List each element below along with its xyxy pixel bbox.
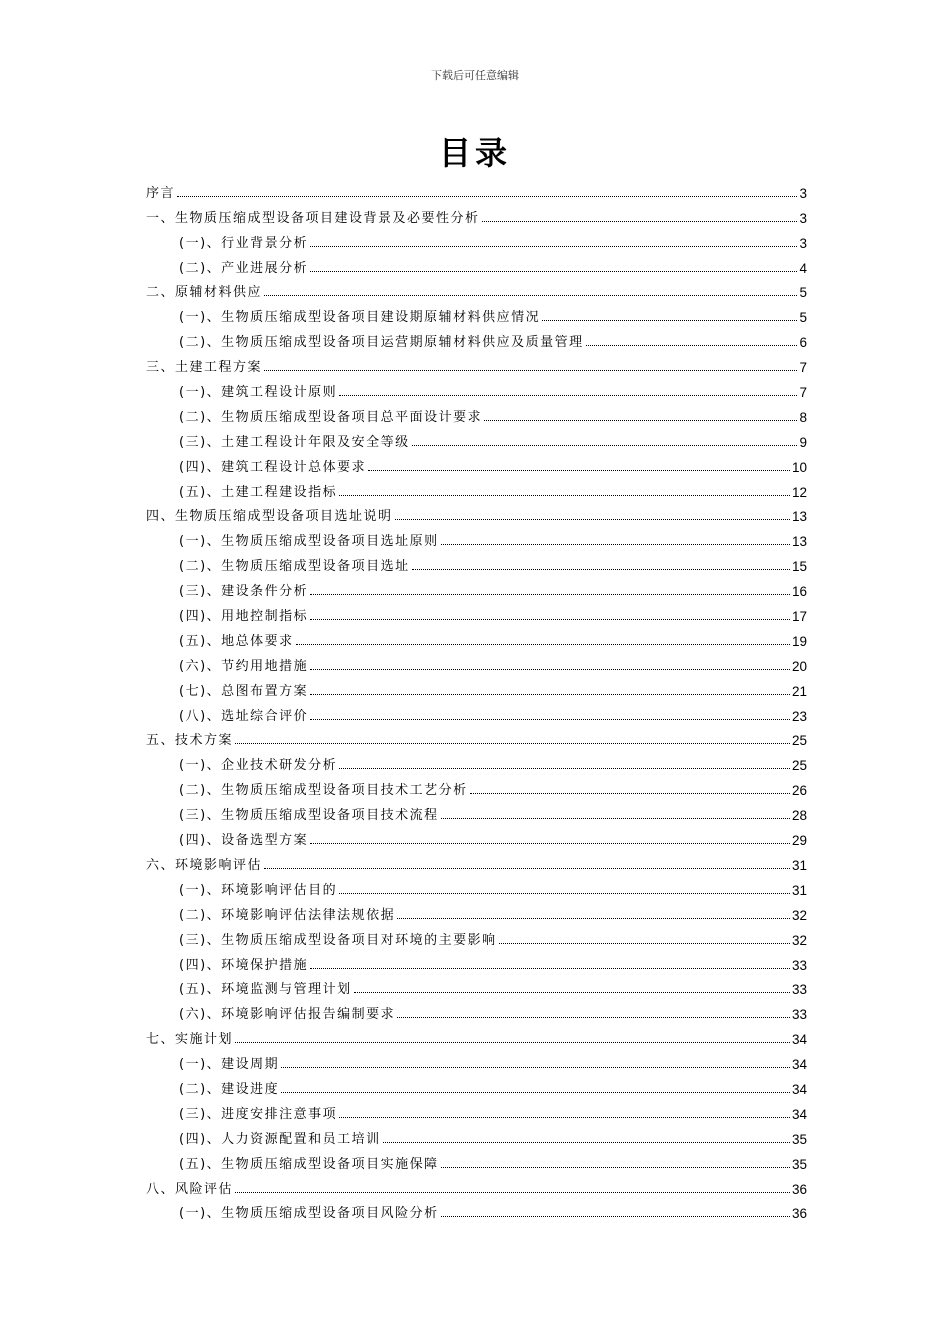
toc-page-number: 32 (791, 932, 807, 948)
toc-entry-title: (一)、行业背景分析 (179, 235, 309, 251)
toc-page-number: 36 (791, 1206, 807, 1222)
toc-entry[interactable] (146, 724, 807, 749)
toc-dot-leader (177, 195, 797, 197)
toc-dot-leader (441, 1166, 790, 1168)
toc-entry[interactable] (146, 1097, 807, 1122)
toc-dot-leader (310, 967, 790, 969)
toc-page-number: 3 (799, 235, 807, 251)
toc-entry-title: 四、生物质压缩成型设备项目选址说明 (146, 509, 393, 525)
toc-page-number: 6 (799, 335, 807, 351)
toc-entry-title: (八)、选址综合评价 (179, 708, 309, 724)
toc-page-number: 26 (791, 783, 807, 799)
toc-page-number: 25 (791, 733, 807, 749)
toc-entry[interactable] (146, 425, 807, 450)
toc-entry[interactable] (146, 599, 807, 624)
toc-entry-title: (三)、生物质压缩成型设备项目对环境的主要影响 (179, 932, 497, 948)
toc-entry-title: (二)、建设进度 (179, 1081, 280, 1097)
toc-entry-title: (五)、生物质压缩成型设备项目实施保障 (179, 1156, 439, 1172)
toc-entry[interactable] (146, 1022, 807, 1047)
toc-dot-leader (310, 718, 790, 720)
toc-dot-leader (281, 1066, 790, 1068)
toc-entry[interactable] (146, 574, 807, 599)
toc-entry-title: (一)、建设周期 (179, 1057, 280, 1073)
toc-dot-leader (441, 817, 790, 819)
toc-entry-title: 一、生物质压缩成型设备项目建设背景及必要性分析 (146, 210, 480, 226)
toc-entry-title: 五、技术方案 (146, 733, 234, 749)
toc-page-number: 36 (791, 1181, 807, 1197)
toc-page-number: 10 (791, 459, 807, 475)
toc-entry[interactable] (146, 500, 807, 525)
toc-page-number: 35 (791, 1131, 807, 1147)
toc-entry[interactable] (146, 375, 807, 400)
toc-dot-leader (339, 892, 790, 894)
toc-page-number: 13 (791, 509, 807, 525)
toc-dot-leader (339, 494, 790, 496)
toc-page-number: 35 (791, 1156, 807, 1172)
toc-dot-leader (484, 419, 797, 421)
toc-entry-title: (三)、土建工程设计年限及安全等级 (179, 434, 410, 450)
toc-dot-leader (542, 319, 797, 321)
toc-page-number: 7 (799, 360, 807, 376)
toc-page-number: 5 (799, 310, 807, 326)
toc-entry[interactable] (146, 350, 807, 375)
toc-entry-title: (五)、环境监测与管理计划 (179, 982, 352, 998)
toc-entry[interactable] (146, 201, 807, 226)
toc-dot-leader (482, 220, 798, 222)
toc-page-number: 29 (791, 833, 807, 849)
toc-entry-title: (二)、环境影响评估法律法规依据 (179, 907, 396, 923)
toc-dot-leader (397, 917, 790, 919)
toc-dot-leader (339, 394, 797, 396)
toc-dot-leader (499, 942, 790, 944)
toc-dot-leader (368, 469, 790, 471)
toc-entry[interactable] (146, 997, 807, 1022)
toc-entry[interactable] (146, 748, 807, 773)
toc-dot-leader (586, 344, 798, 346)
toc-entry[interactable] (146, 1147, 807, 1172)
toc-entry-title: (六)、环境影响评估报告编制要求 (179, 1007, 396, 1023)
toc-dot-leader (310, 270, 797, 272)
toc-entry[interactable] (146, 226, 807, 251)
toc-entry[interactable] (146, 1172, 807, 1197)
toc-page-number: 13 (791, 534, 807, 550)
toc-entry[interactable] (146, 773, 807, 798)
toc-entry-title: 序言 (146, 185, 176, 201)
toc-entry[interactable] (146, 873, 807, 898)
toc-entry-title: (四)、用地控制指标 (179, 609, 309, 625)
toc-dot-leader (281, 1091, 790, 1093)
toc-dot-leader (441, 1215, 790, 1217)
toc-entry[interactable] (146, 923, 807, 948)
toc-entry[interactable] (146, 524, 807, 549)
toc-dot-leader (412, 568, 790, 570)
toc-entry-title: (五)、地总体要求 (179, 633, 294, 649)
toc-entry-title: (三)、生物质压缩成型设备项目技术流程 (179, 808, 439, 824)
toc-dot-leader (354, 991, 790, 993)
toc-page-number: 33 (791, 982, 807, 998)
toc-entry-title: 二、原辅材料供应 (146, 285, 263, 301)
toc-dot-leader (397, 1016, 790, 1018)
toc-entry-title: (二)、生物质压缩成型设备项目总平面设计要求 (179, 409, 483, 425)
toc-entry[interactable] (146, 649, 807, 674)
toc-dot-leader (412, 444, 798, 446)
toc-dot-leader (235, 742, 790, 744)
toc-dot-leader (235, 1041, 790, 1043)
toc-entry[interactable] (146, 1072, 807, 1097)
toc-entry-title: (三)、进度安排注意事项 (179, 1106, 338, 1122)
toc-dot-leader (264, 294, 797, 296)
toc-entry-title: (一)、环境影响评估目的 (179, 882, 338, 898)
toc-entry-title: (一)、生物质压缩成型设备项目选址原则 (179, 534, 439, 550)
toc-dot-leader (310, 593, 790, 595)
toc-entry-title: (二)、生物质压缩成型设备项目选址 (179, 559, 410, 575)
toc-entry[interactable] (146, 450, 807, 475)
toc-dot-leader (235, 1191, 790, 1193)
toc-dot-leader (383, 1141, 790, 1143)
toc-entry[interactable] (146, 898, 807, 923)
toc-page-number: 34 (791, 1032, 807, 1048)
toc-page-number: 16 (791, 584, 807, 600)
toc-entry[interactable] (146, 848, 807, 873)
toc-entry-title: (一)、生物质压缩成型设备项目建设期原辅材料供应情况 (179, 310, 541, 326)
toc-entry-title: (四)、人力资源配置和员工培训 (179, 1131, 381, 1147)
toc-page-number: 31 (791, 882, 807, 898)
toc-entry[interactable] (146, 699, 807, 724)
toc-dot-leader (296, 643, 790, 645)
toc-entry[interactable] (146, 549, 807, 574)
toc-dot-leader (339, 767, 790, 769)
toc-entry[interactable] (146, 400, 807, 425)
toc-entry[interactable] (146, 251, 807, 276)
toc-entry[interactable] (146, 176, 807, 201)
toc-dot-leader (310, 245, 797, 247)
toc-page-number: 17 (791, 609, 807, 625)
toc-entry-title: (一)、生物质压缩成型设备项目风险分析 (179, 1206, 439, 1222)
toc-entry-title: (四)、建筑工程设计总体要求 (179, 459, 367, 475)
toc-entry-title: (五)、土建工程建设指标 (179, 484, 338, 500)
toc-entry[interactable] (146, 276, 807, 301)
toc-entry[interactable] (146, 325, 807, 350)
toc-dot-leader (264, 867, 790, 869)
toc-entry-title: (一)、建筑工程设计原则 (179, 385, 338, 401)
toc-entry-title: (七)、总图布置方案 (179, 683, 309, 699)
toc-page-number: 8 (799, 409, 807, 425)
toc-dot-leader (441, 543, 790, 545)
toc-page-number: 34 (791, 1057, 807, 1073)
toc-page-number: 34 (791, 1106, 807, 1122)
toc-entry[interactable] (146, 1197, 807, 1222)
toc-entry[interactable] (146, 300, 807, 325)
toc-entry-title: (六)、节约用地措施 (179, 658, 309, 674)
toc-entry[interactable] (146, 948, 807, 973)
toc-entry-title: (一)、企业技术研发分析 (179, 758, 338, 774)
toc-page-number: 33 (791, 1007, 807, 1023)
toc-page-number: 20 (791, 658, 807, 674)
toc-page-number: 34 (791, 1081, 807, 1097)
toc-entry-title: (三)、建设条件分析 (179, 584, 309, 600)
toc-dot-leader (339, 1116, 790, 1118)
toc-page-number: 31 (791, 857, 807, 873)
toc-page-number: 19 (791, 633, 807, 649)
toc-entry-title: (二)、生物质压缩成型设备项目技术工艺分析 (179, 783, 468, 799)
toc-page-number: 3 (799, 210, 807, 226)
toc-entry[interactable] (146, 973, 807, 998)
toc-entry-title: 八、风险评估 (146, 1181, 234, 1197)
toc-dot-leader (310, 618, 790, 620)
toc-entry[interactable] (146, 1047, 807, 1072)
toc-entry-title: 三、土建工程方案 (146, 360, 263, 376)
toc-dot-leader (310, 842, 790, 844)
toc-page-number: 7 (799, 385, 807, 401)
toc-page-number: 23 (791, 708, 807, 724)
toc-page-number: 15 (791, 559, 807, 575)
toc-entry[interactable] (146, 674, 807, 699)
table-of-contents (146, 176, 807, 1221)
toc-entry-title: 六、环境影响评估 (146, 857, 263, 873)
toc-page-number: 33 (791, 957, 807, 973)
page-title: 目录 (438, 134, 511, 172)
toc-page-number: 12 (791, 484, 807, 500)
toc-dot-leader (395, 518, 790, 520)
toc-entry-title: (四)、设备选型方案 (179, 833, 309, 849)
toc-page-number: 4 (799, 260, 807, 276)
toc-entry[interactable] (146, 1122, 807, 1147)
toc-entry[interactable] (146, 823, 807, 848)
toc-page-number: 28 (791, 808, 807, 824)
toc-page-number: 32 (791, 907, 807, 923)
toc-entry[interactable] (146, 798, 807, 823)
toc-entry[interactable] (146, 624, 807, 649)
toc-dot-leader (310, 668, 790, 670)
toc-page-number: 5 (799, 285, 807, 301)
toc-dot-leader (264, 369, 797, 371)
toc-entry-title: (四)、环境保护措施 (179, 957, 309, 973)
page-header-note: 下载后可任意编辑 (431, 69, 519, 82)
toc-dot-leader (470, 792, 790, 794)
toc-page-number: 21 (791, 683, 807, 699)
toc-entry-title: (二)、产业进展分析 (179, 260, 309, 276)
toc-page-number: 25 (791, 758, 807, 774)
toc-page-number: 9 (799, 434, 807, 450)
toc-page-number: 3 (799, 185, 807, 201)
toc-dot-leader (310, 693, 790, 695)
toc-entry-title: (二)、生物质压缩成型设备项目运营期原辅材料供应及质量管理 (179, 335, 584, 351)
toc-entry-title: 七、实施计划 (146, 1032, 234, 1048)
toc-entry[interactable] (146, 475, 807, 500)
